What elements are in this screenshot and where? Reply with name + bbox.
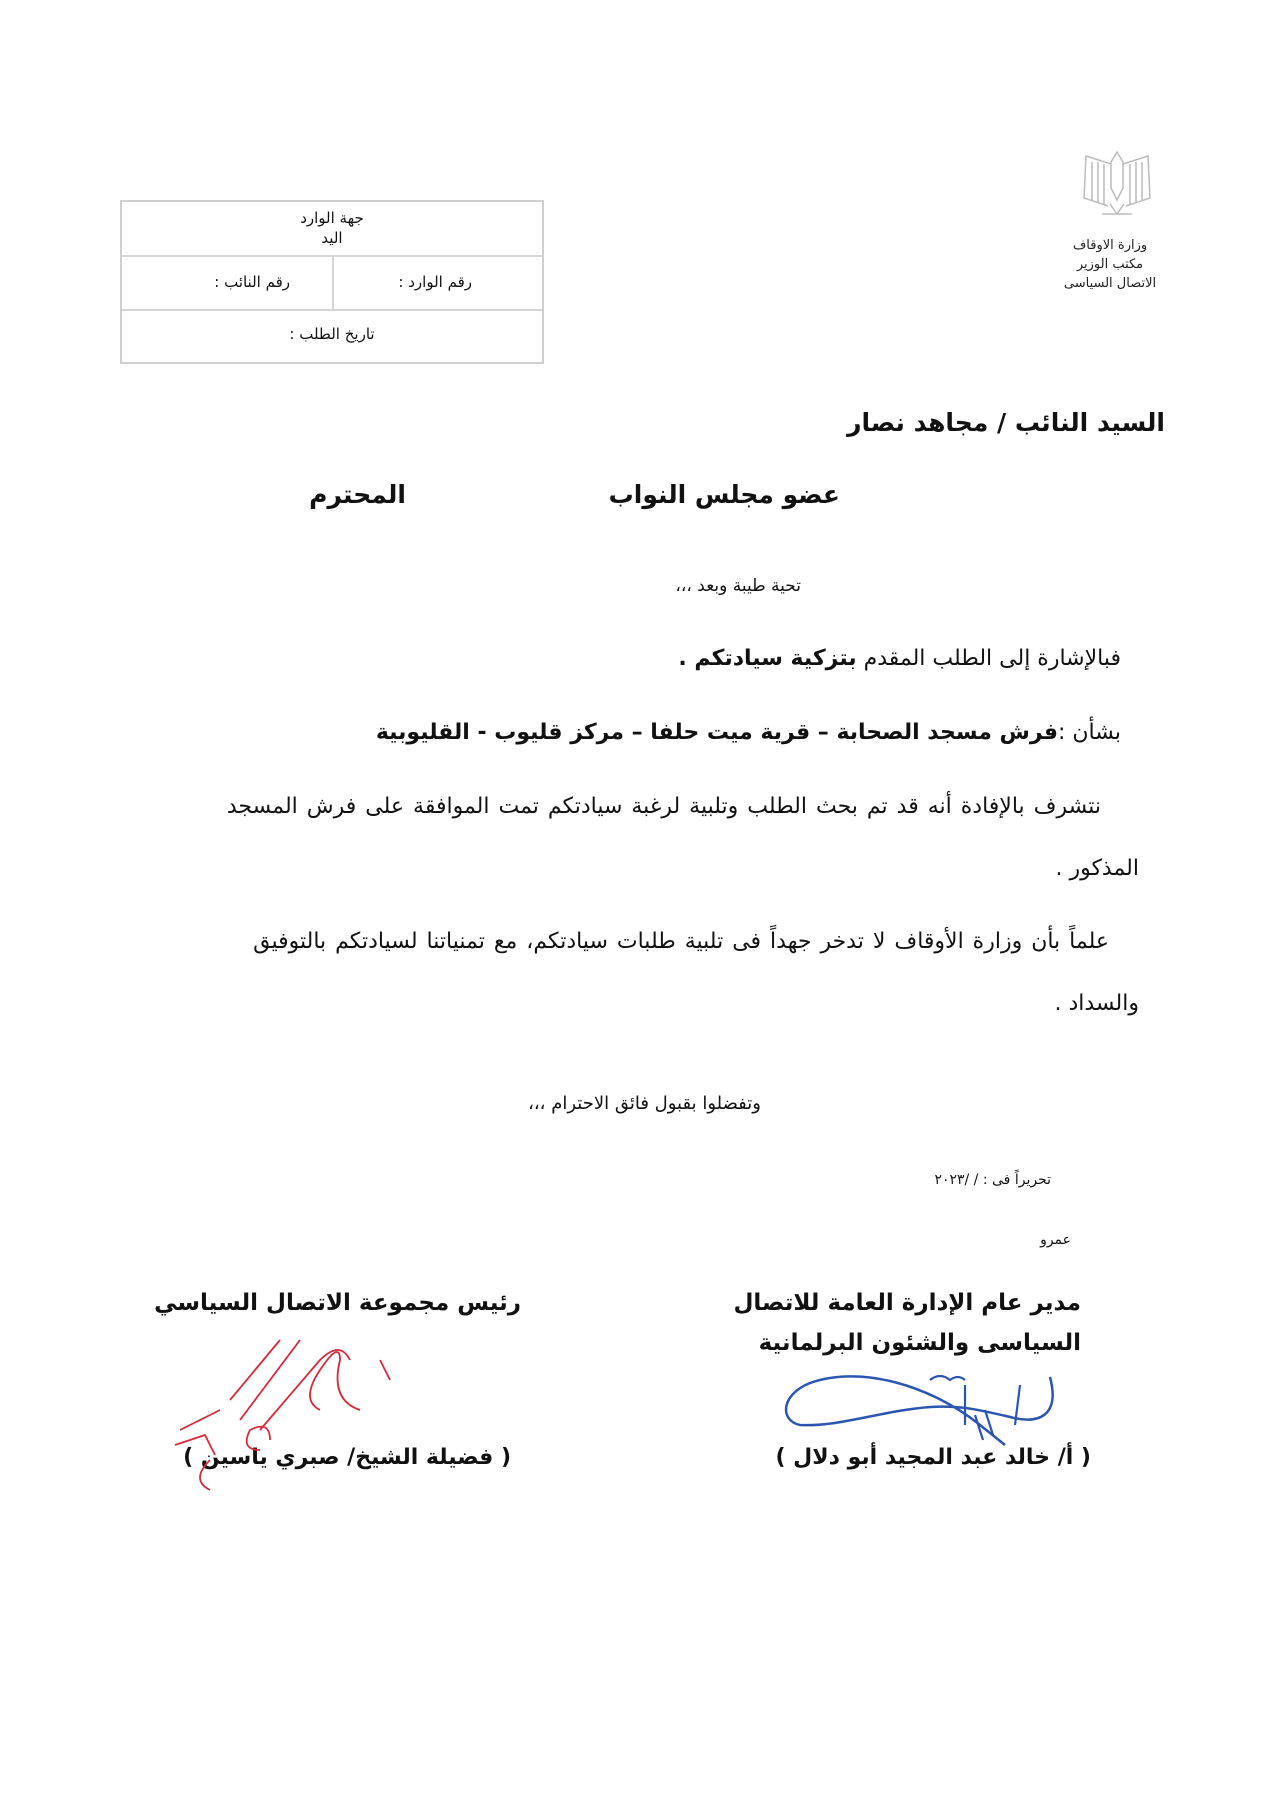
reference-line bbox=[678, 646, 1121, 671]
reference-bold: بتزكية سيادتكم . bbox=[678, 646, 857, 671]
reference-prefix: فبالإشارة إلى الطلب المقدم bbox=[856, 646, 1121, 671]
department-name: الاتصال السياسى bbox=[1063, 276, 1157, 291]
right-signatory-title-line2: السياسى والشئون البرلمانية bbox=[758, 1330, 1081, 1356]
numbers-row bbox=[122, 257, 542, 311]
incoming-info-box bbox=[120, 200, 544, 364]
left-signatory-title: رئيس مجموعة الاتصال السياسي bbox=[154, 1290, 521, 1316]
egypt-eagle-emblem-icon bbox=[1078, 148, 1156, 222]
addressee-salutation: السيد النائب / مجاهد نصار bbox=[847, 408, 1165, 437]
addressee-honorific: المحترم bbox=[309, 480, 406, 509]
incoming-number-label: رقم الوارد : bbox=[332, 257, 542, 309]
source-label: جهة الوارد bbox=[300, 209, 364, 227]
closing: وتفضلوا بقبول فائق الاحترام ،،، bbox=[528, 1093, 761, 1114]
paragraph2-line1: علماً بأن وزارة الأوقاف لا تدخر جهداً فى تلبية طلبات سيادتكم، مع تمنياتنا لسيادتكم بالتوفيق bbox=[253, 929, 1109, 954]
right-signature-icon bbox=[780, 1355, 1070, 1450]
paragraph1-line1: نتشرف بالإفادة أنه قد تم بحث الطلب وتلبية لرغبة سيادتكم تمت الموافقة على فرش المسجد bbox=[226, 794, 1101, 819]
office-name: مكتب الوزير bbox=[1076, 257, 1144, 272]
source-value: اليد bbox=[321, 229, 343, 247]
left-signatory-name: ( فضيلة الشيخ/ صبري ياسين ) bbox=[183, 1445, 511, 1470]
letterhead-ministry bbox=[1060, 236, 1160, 293]
request-date-label: تاريخ الطلب : bbox=[289, 325, 375, 343]
paragraph1-line2: المذكور . bbox=[1055, 856, 1139, 881]
deputy-number-label: رقم النائب : bbox=[214, 273, 290, 291]
date-line: تحريراً فى : / /٢٠٢٣ bbox=[934, 1172, 1051, 1188]
right-signatory-name: ( أ/ خالد عبد المجيد أبو دلال ) bbox=[775, 1445, 1091, 1470]
subject-label: بشأن : bbox=[1057, 720, 1121, 745]
left-signature-icon bbox=[170, 1320, 420, 1500]
paragraph2-line2: والسداد . bbox=[1054, 991, 1139, 1016]
source-row bbox=[122, 202, 542, 257]
greeting: تحية طيبة وبعد ،،، bbox=[675, 576, 801, 596]
subject-line bbox=[376, 720, 1121, 745]
subject-text: فرش مسجد الصحابة – قرية ميت حلفا – مركز قليوب - القليوبية bbox=[375, 720, 1058, 745]
typist-initials: عمرو bbox=[1040, 1232, 1071, 1248]
ministry-name: وزارة الاوقاف bbox=[1072, 238, 1148, 253]
addressee-title: عضو مجلس النواب bbox=[608, 480, 840, 509]
right-signatory-title-line1: مدير عام الإدارة العامة للاتصال bbox=[733, 1290, 1081, 1316]
